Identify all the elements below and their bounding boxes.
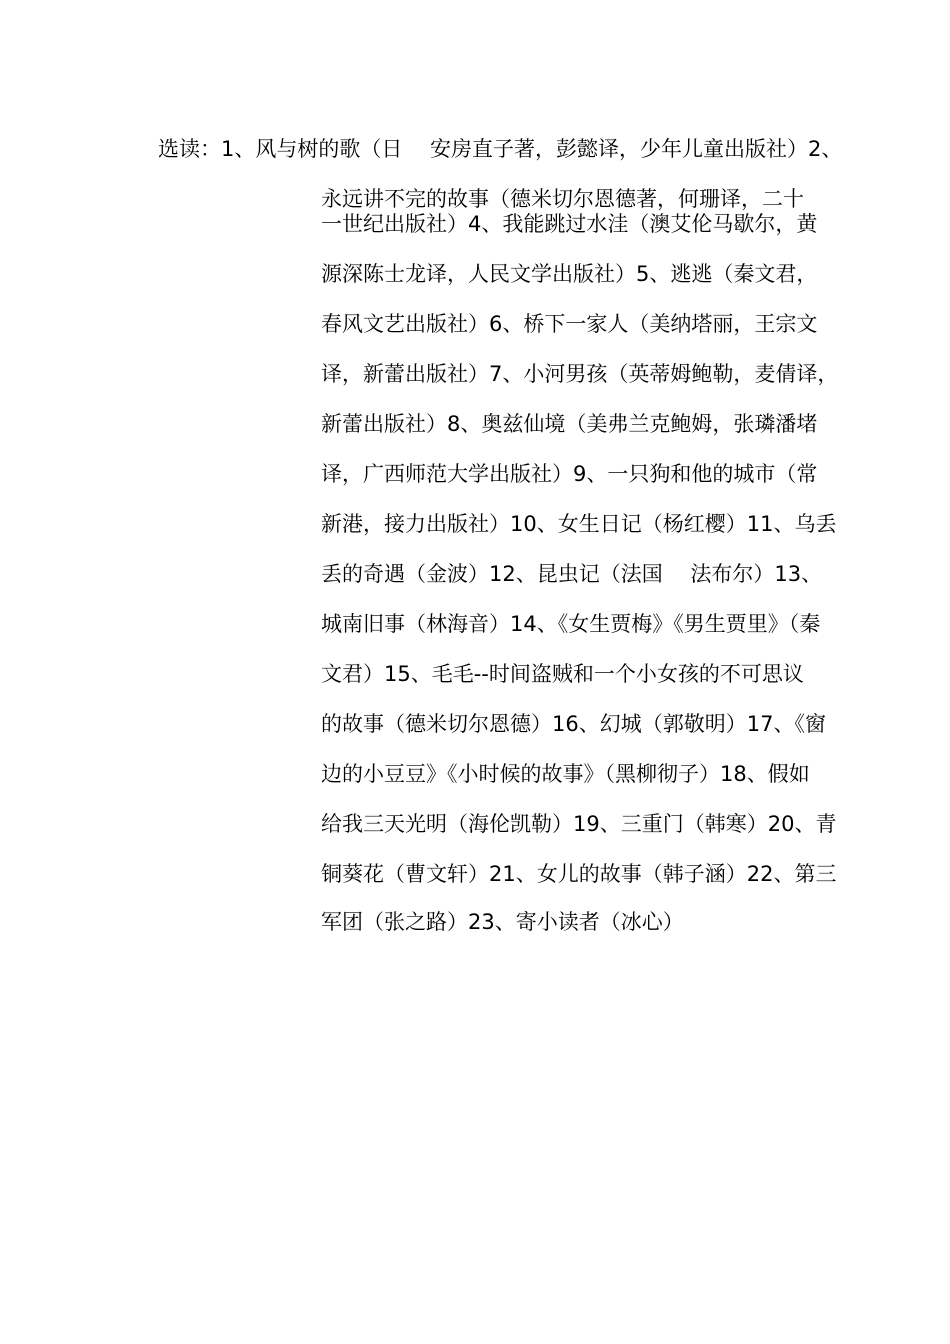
reading-list-line-1: 选读：1、风与树的歌（日 安房直子著，彭懿译，少年儿童出版社）2、	[158, 137, 843, 161]
reading-list-line-7: 新蕾出版社）8、奥兹仙境（美弗兰克鲍姆，张璘潘堵	[321, 412, 818, 436]
reading-list-line-8: 译，广西师范大学出版社）9、一只狗和他的城市（常	[321, 462, 818, 486]
reading-list-line-14: 边的小豆豆》《小时候的故事》（黑柳彻子）18、假如	[321, 762, 810, 786]
reading-list-line-6: 译，新蕾出版社）7、小河男孩（英蒂姆鲍勒，麦倩译，	[321, 362, 839, 386]
reading-list-line-16: 铜葵花（曹文轩）21、女儿的故事（韩子涵）22、第三	[321, 862, 837, 886]
reading-list-line-2: 永远讲不完的故事（德米切尔恩德著，何珊译，二十	[321, 187, 804, 211]
reading-list-line-12: 文君）15、毛毛--时间盗贼和一个小女孩的不可思议	[321, 662, 804, 686]
reading-list-line-5: 春风文艺出版社）6、桥下一家人（美纳塔丽，王宗文	[321, 312, 818, 336]
reading-list-line-13: 的故事（德米切尔恩德）16、幻城（郭敬明）17、《窗	[321, 712, 826, 736]
reading-list-line-9: 新港，接力出版社）10、女生日记（杨红樱）11、乌丢	[321, 512, 837, 536]
reading-list-line-3: 一世纪出版社）4、我能跳过水洼（澳艾伦马歇尔，黄	[321, 212, 818, 236]
reading-list-line-10: 丢的奇遇（金波）12、昆虫记（法国 法布尔）13、	[321, 562, 823, 586]
reading-list-line-11: 城南旧事（林海音）14、《女生贾梅》《男生贾里》（秦	[321, 612, 821, 636]
reading-list-line-17: 军团（张之路）23、寄小读者（冰心）	[321, 910, 684, 934]
reading-list-line-15: 给我三天光明（海伦凯勒）19、三重门（韩寒）20、青	[321, 812, 837, 836]
reading-list-line-4: 源深陈士龙译，人民文学出版社）5、逃逃（秦文君，	[321, 262, 818, 286]
